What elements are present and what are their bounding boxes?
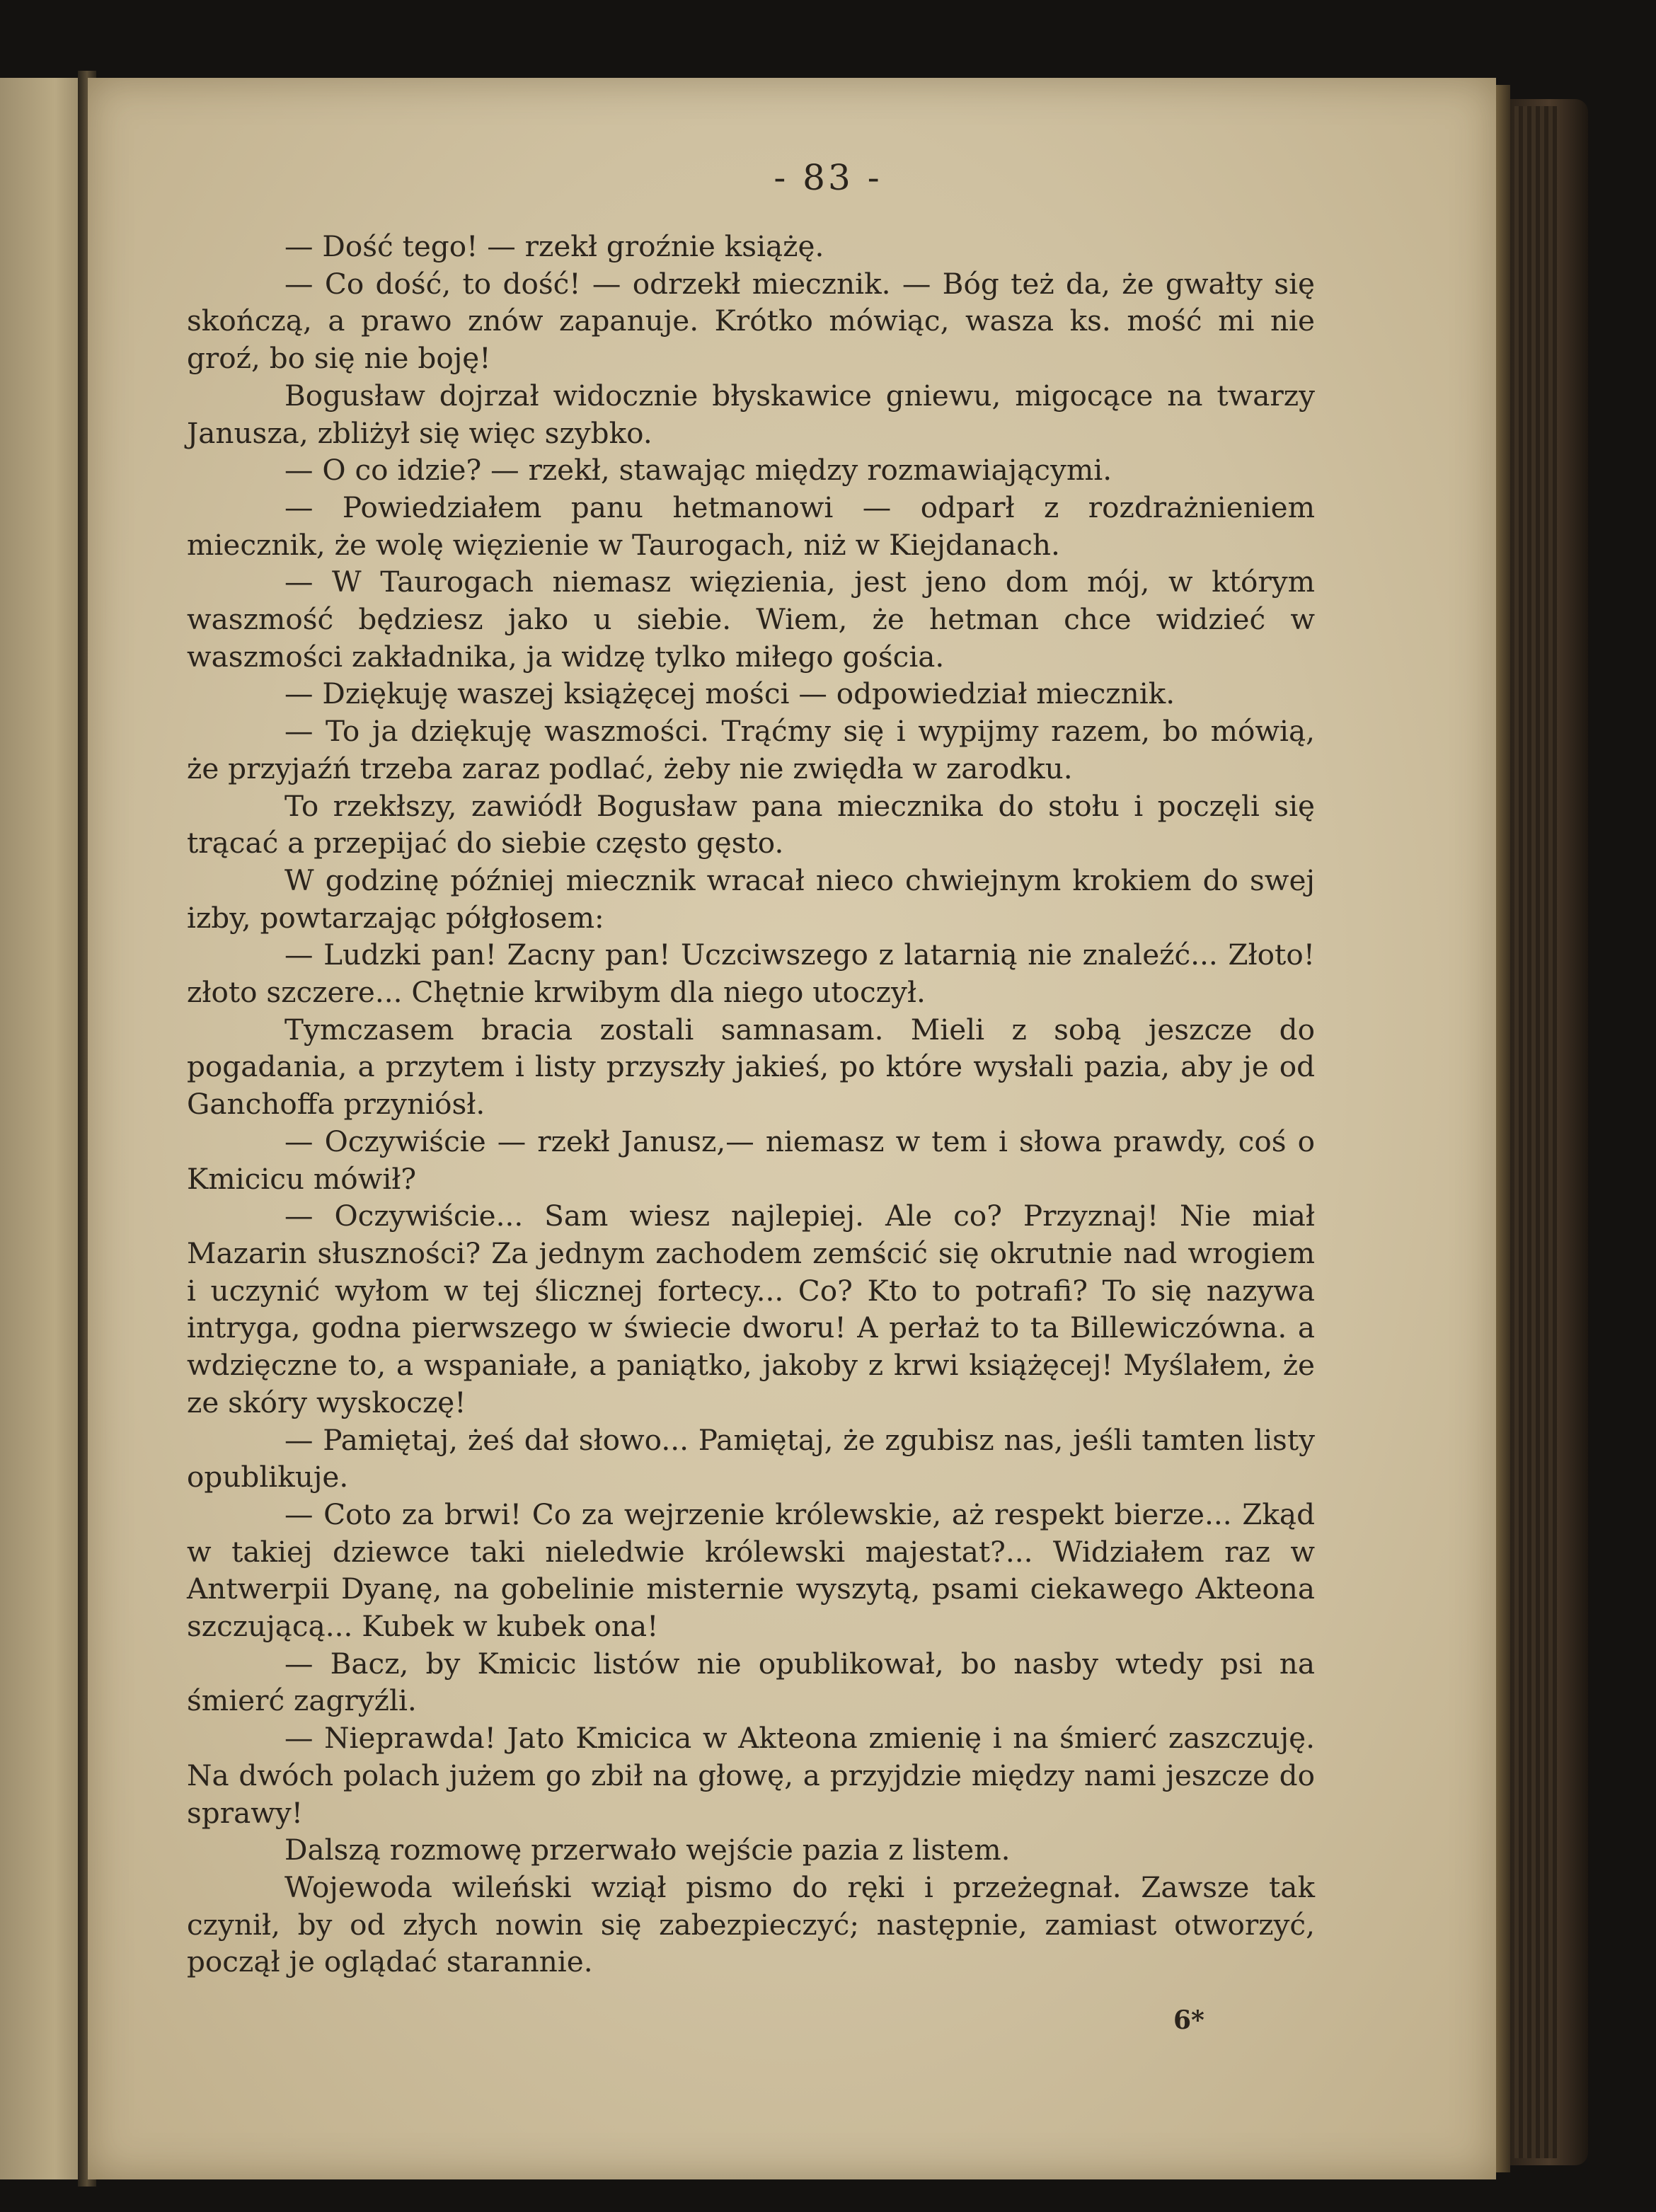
paragraph: — Powiedziałem panu hetmanowi — odparł z rozdrażnieniem miecznik, że wolę więzienie w Taurogach, niż w Kiejdanach. — [187, 490, 1315, 562]
paragraph: — Ludzki pan! Zacny pan! Uczciwszego z latarnią nie znaleźć... Złoto! złoto szczere... Chętnie krwibym dla niego utoczył. — [187, 938, 1315, 1010]
paragraph: — Dość tego! — rzekł groźnie książę. — [284, 229, 824, 263]
paragraph: — Bacz, by Kmicic listów nie opublikował, bo nasby wtedy psi na śmierć zagryźli. — [187, 1646, 1315, 1718]
paragraph: Wojewoda wileński wziął pismo do ręki i przeżegnał. Zawsze tak czynił, by od złych nowin się zabezpieczyć; następnie, zamiast otworzyć, począł je oglądać starannie. — [187, 1870, 1315, 1979]
paragraph: — Co dość, to dość! — odrzekł miecznik. — Bóg też da, że gwałty się skończą, a prawo znów zapanuje. Krótko mówiąc, wasza ks. mość mi nie groź, bo się nie boję! — [187, 266, 1315, 376]
paragraph: W godzinę później miecznik wracał nieco chwiejnym krokiem do swej izby, powtarzając półgłosem: — [187, 863, 1315, 935]
paragraph: — Nieprawda! Jato Kmicica w Akteona zmienię i na śmierć zaszczuję. Na dwóch polach jużem go zbił na głowę, a przyjdzie między nami jeszcze do sprawy! — [187, 1721, 1315, 1830]
book-spine-pages — [1514, 106, 1557, 2158]
paragraph: Bogusław dojrzał widocznie błyskawice gniewu, migocące na twarzy Janusza, zbliżył się więc szybko. — [187, 378, 1315, 450]
page-text — [187, 228, 1315, 1981]
paragraph: Dalszą rozmowę przerwało wejście pazia z listem. — [284, 1833, 1011, 1867]
paragraph: Tymczasem bracia zostali samnasam. Mieli z sobą jeszcze do pogadania, a przytem i listy przyszły jakieś, po które wysłali pazia, aby je od Ganchoffa przyniósł. — [187, 1012, 1315, 1122]
paragraph: — O co idzie? — rzekł, stawając między rozmawiającymi. — [284, 453, 1112, 488]
paragraph: — To ja dziękuję waszmości. Trąćmy się i wypijmy razem, bo mówią, że przyjaźń trzeba zaraz podlać, żeby nie zwiędła w zarodku. — [187, 714, 1315, 785]
paragraph: To rzekłszy, zawiódł Bogusław pana miecznika do stołu i poczęli się trącać a przepijać do siebie często gęsto. — [187, 788, 1315, 860]
printer-signature-mark: 6* — [1173, 2005, 1204, 2035]
paragraph: — Pamiętaj, żeś dał słowo... Pamiętaj, że zgubisz nas, jeśli tamten listy opublikuje. — [187, 1422, 1315, 1494]
paragraph: — W Taurogach niemasz więzienia, jest jeno dom mój, w którym waszmość będziesz jako u siebie. Wiem, że hetman chce widzieć w waszmości zakładnika, ja widzę tylko miłego gościa. — [187, 565, 1315, 674]
page-edge — [1496, 85, 1510, 2172]
paragraph: — Dziękuję waszej książęcej mości — odpowiedział miecznik. — [284, 676, 1175, 711]
paragraph: — Coto za brwi! Co za wejrzenie królewskie, aż respekt bierze... Zkąd w takiej dziewce taki nieledwie królewski majestat?... Widziałem raz w Antwerpii Dyanę, na gobelinie misternie wyszytą, psami ciekawego Akteona szczującą... Kubek w kubek ona! — [187, 1497, 1315, 1644]
paragraph: — Oczywiście... Sam wiesz najlepiej. Ale co? Przyznaj! Nie miał Mazarin słuszności? Za jednym zachodem zemścić się okrutnie nad wrogiem i uczynić wyłom w tej ślicznej fortecy... Co? Kto to potrafi? To się nazywa intryga, godna pierwszego w świecie dworu! A perłaż to ta Billewiczówna. a wdzięczne to, a wspaniałe, a paniątko, jakoby z krwi książęcej! Myślałem, że ze skóry wyskoczę! — [187, 1199, 1315, 1419]
page-number: - 83 - — [774, 157, 882, 198]
paragraph: — Oczywiście — rzekł Janusz,— niemasz w tem i słowa prawdy, coś o Kmicicu mówił? — [187, 1124, 1315, 1196]
